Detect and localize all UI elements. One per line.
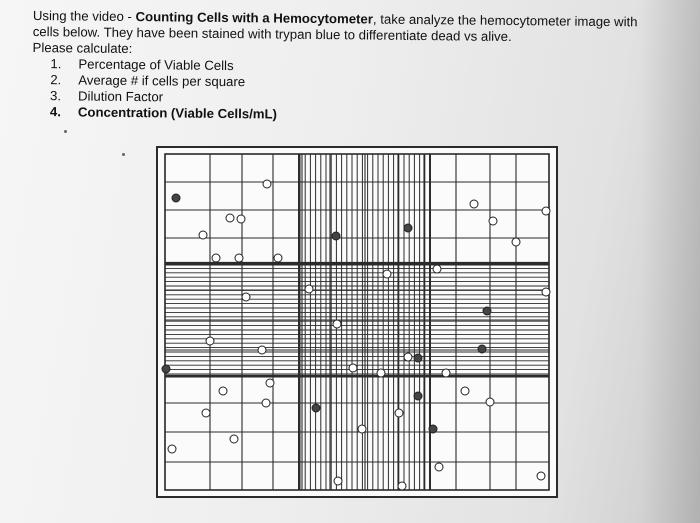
task-item: 2. Average # if cells per square: [50, 72, 246, 90]
live-cell: [334, 477, 342, 485]
dead-cell: [172, 194, 180, 202]
live-cell: [235, 254, 243, 262]
live-cell: [404, 353, 412, 361]
dead-cell: [312, 404, 320, 412]
stain-line: cells below. They have been stained with trypan blue to differentiate dead vs alive.: [32, 23, 512, 45]
live-cell: [470, 200, 478, 208]
dead-cell: [478, 345, 486, 353]
intro-text: Using the video -: [32, 8, 136, 25]
live-cell: [263, 180, 271, 188]
live-cell: [433, 265, 441, 273]
dead-cell: [162, 365, 170, 373]
dead-cell: [483, 307, 491, 315]
live-cell: [258, 346, 266, 354]
live-cell: [242, 293, 250, 301]
task-list: [32, 56, 683, 127]
live-cell: [489, 217, 497, 225]
live-cell: [266, 379, 274, 387]
dead-cell: [414, 354, 422, 362]
live-cell: [442, 369, 450, 377]
live-cell: [377, 369, 385, 377]
live-cell: [262, 399, 270, 407]
live-cell: [395, 409, 403, 417]
dead-cell: [404, 224, 412, 232]
live-cell: [349, 364, 357, 372]
task-item: 3. Dilution Factor: [50, 88, 164, 105]
live-cell: [202, 409, 210, 417]
live-cell: [219, 387, 227, 395]
live-cell: [537, 472, 545, 480]
live-cell: [168, 445, 176, 453]
dead-cell: [429, 425, 437, 433]
video-title: Counting Cells with a Hemocytometer: [135, 9, 374, 27]
dead-cell: [332, 232, 340, 240]
live-cell: [237, 215, 245, 223]
intro-text-end: , take analyze the hemocytometer image with: [372, 11, 638, 30]
live-cell: [461, 387, 469, 395]
hemocytometer-grid: [150, 140, 565, 502]
live-cell: [230, 435, 238, 443]
live-cell: [383, 270, 391, 278]
live-cell: [333, 320, 341, 328]
live-cell: [358, 425, 366, 433]
live-cell: [212, 254, 220, 262]
stray-mark: [122, 153, 125, 156]
live-cell: [305, 285, 313, 293]
live-cell: [542, 288, 550, 296]
live-cell: [206, 337, 214, 345]
live-cell: [226, 214, 234, 222]
live-cell: [274, 254, 282, 262]
live-cell: [542, 207, 550, 215]
live-cell: [435, 463, 443, 471]
instructions-block: [32, 8, 683, 127]
live-cell: [199, 231, 207, 239]
calculate-heading: Please calculate:: [32, 39, 133, 57]
stray-mark: [64, 130, 67, 133]
task-item: 1. Percentage of Viable Cells: [50, 56, 234, 74]
live-cell: [486, 398, 494, 406]
dead-cell: [414, 392, 422, 400]
live-cell: [398, 482, 406, 490]
task-item: 4. Concentration (Viable Cells/mL): [49, 104, 278, 122]
live-cell: [512, 238, 520, 246]
